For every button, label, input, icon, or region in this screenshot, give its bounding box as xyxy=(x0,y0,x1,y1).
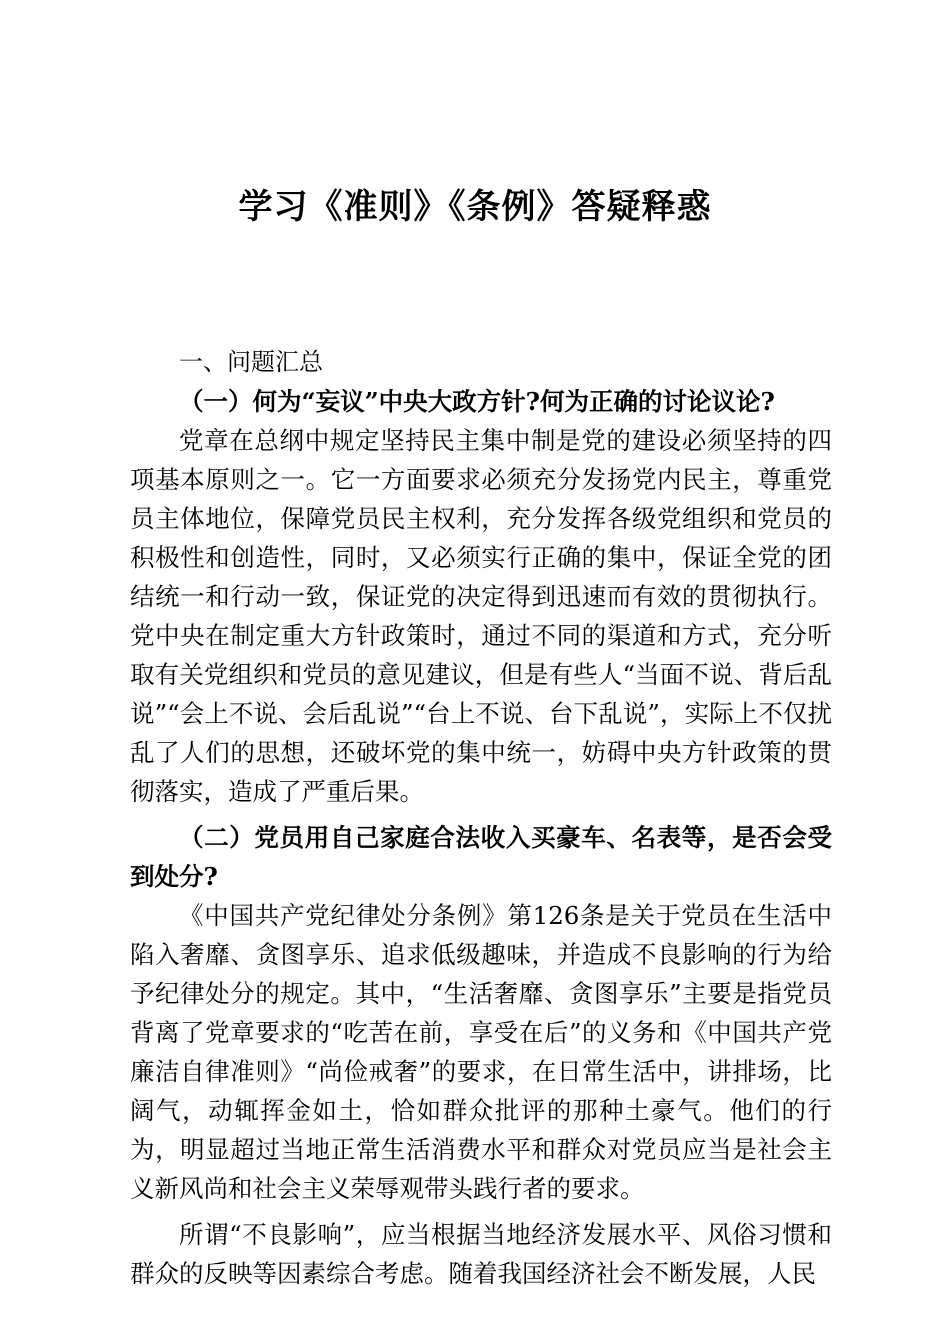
answer-paragraph-3: 所谓“不良影响”，应当根据当地经济发展水平、风俗习惯和群众的反映等因素综合考虑。随着我国经济社会不断发展，人民 xyxy=(130,1220,832,1288)
document-title: 学习《准则》《条例》答疑释惑 xyxy=(238,187,712,227)
section-heading: 一、问题汇总 xyxy=(179,348,323,376)
answer-paragraph-1: 党章在总纲中规定坚持民主集中制是党的建设必须坚持的四项基本原则之一。它一方面要求必须充分发扬党内民主，尊重党员主体地位，保障党员民主权利，充分发挥各级党组织和党员的积极性和创造性，同时，又必须实行正确的集中，保证全党的团结统一和行动一致，保证党的决定得到迅速而有效的贯彻执行。党中央在制定重大方针政策时，通过不同的渠道和方式，充分听取有关党组织和党员的意见建议，但是有些人“当面不说、背后乱说”“会上不说、会后乱说”“台上不说、台下乱说”，实际上不仅扰乱了人们的思想，还破坏党的集中统一，妨碍中央方针政策的贯彻落实，造成了严重后果。 xyxy=(130,426,832,806)
question-heading-1: （一）何为“妄议”中央大政方针?何为正确的讨论议论? xyxy=(179,387,775,416)
question-heading-2: （二）党员用自己家庭合法收入买豪车、名表等，是否会受到处分? xyxy=(130,823,832,891)
answer-paragraph-2: 《中国共产党纪律处分条例》第126条是关于党员在生活中陷入奢靡、贪图享乐、追求低级趣味，并造成不良影响的行为给予纪律处分的规定。其中，“生活奢靡、贪图享乐”主要是指党员背离了党章要求的“吃苦在前，享受在后”的义务和《中国共产党廉洁自律准则》“尚俭戒奢”的要求，在日常生活中，讲排场，比阔气，动辄挥金如土，恰如群众批评的那种土豪气。他们的行为，明显超过当地正常生活消费水平和群众对党员应当是社会主义新风尚和社会主义荣辱观带头践行者的要求。 xyxy=(130,901,832,1203)
document-body xyxy=(130,343,832,1293)
